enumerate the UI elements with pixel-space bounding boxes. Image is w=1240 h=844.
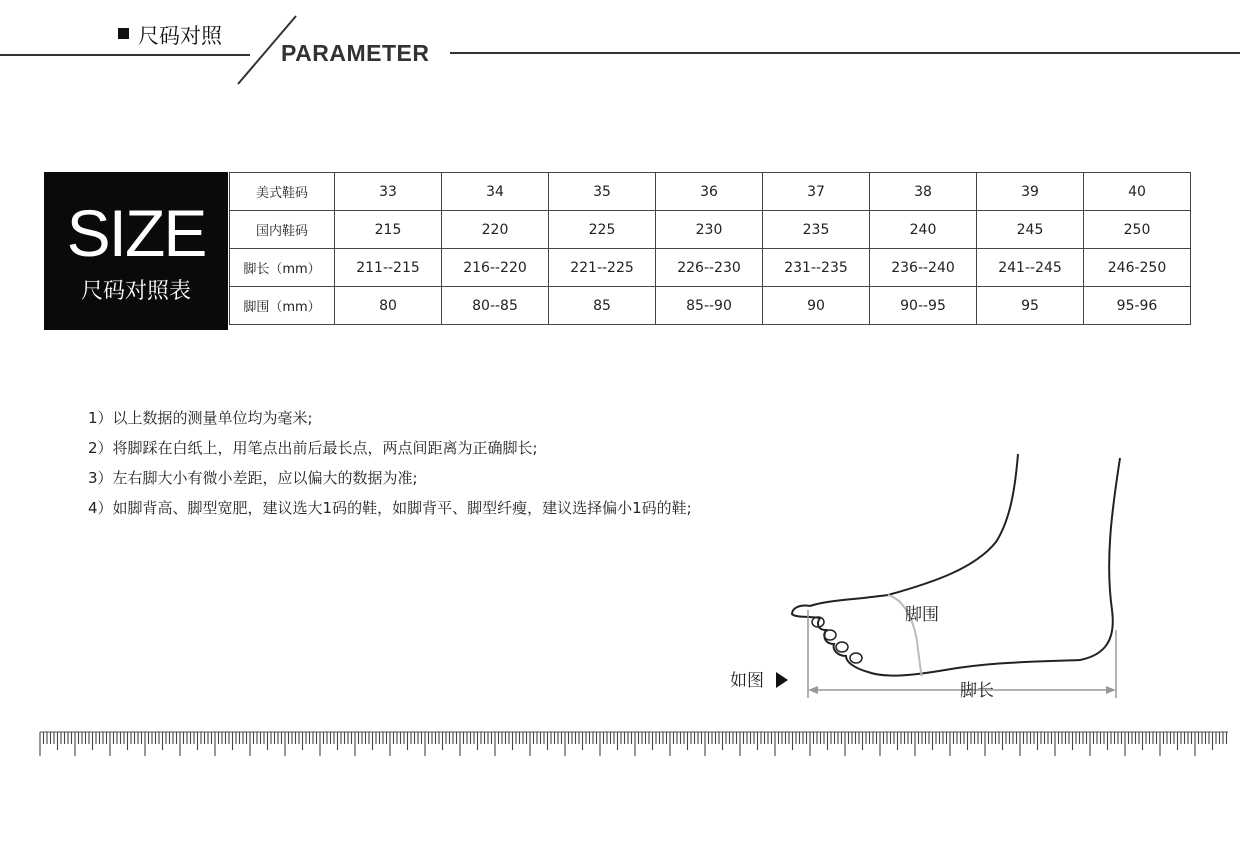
table-cell: 240 — [870, 211, 977, 249]
table-cell: 85 — [549, 287, 656, 325]
table-cell: 215 — [335, 211, 442, 249]
table-cell: 225 — [549, 211, 656, 249]
pointer-label: 如图 — [730, 671, 764, 691]
toe-nail — [824, 630, 836, 640]
table-cell: 211--215 — [335, 249, 442, 287]
table-cell: 37 — [763, 173, 870, 211]
row-label: 脚长（mm） — [230, 249, 335, 287]
pointer-triangle-icon — [776, 672, 788, 688]
table-cell: 38 — [870, 173, 977, 211]
header-rule-right — [450, 52, 1240, 54]
table-cell: 33 — [335, 173, 442, 211]
table-cell: 80--85 — [442, 287, 549, 325]
note-item: 3）左右脚大小有微小差距，应以偏大的数据为准; — [88, 469, 418, 487]
note-item: 4）如脚背高、脚型宽肥，建议选大1码的鞋，如脚背平、脚型纤瘦，建议选择偏小1码的鞋; — [88, 499, 692, 517]
table-cell: 226--230 — [656, 249, 763, 287]
girth-label: 脚围 — [905, 605, 939, 625]
toe-outline — [792, 605, 868, 672]
ruler — [36, 728, 1232, 758]
table-cell: 245 — [977, 211, 1084, 249]
size-word: SIZE — [66, 196, 206, 270]
note-item: 1）以上数据的测量单位均为毫米; — [88, 409, 313, 427]
foot-outline-back — [868, 458, 1120, 676]
table-cell: 90--95 — [870, 287, 977, 325]
size-subtitle: 尺码对照表 — [80, 279, 191, 304]
table-row — [230, 211, 1191, 249]
table-cell: 216--220 — [442, 249, 549, 287]
foot-outline-front — [810, 454, 1018, 606]
arrow-right-icon — [1106, 686, 1116, 694]
toe-nail — [836, 642, 848, 652]
note-item: 2）将脚踩在白纸上，用笔点出前后最长点，两点间距离为正确脚长; — [88, 439, 538, 457]
title-bullet-icon — [118, 28, 129, 39]
foot-diagram — [720, 450, 1140, 710]
table-cell: 85--90 — [656, 287, 763, 325]
table-cell: 40 — [1084, 173, 1191, 211]
table-cell: 231--235 — [763, 249, 870, 287]
table-cell: 241--245 — [977, 249, 1084, 287]
arrow-left-icon — [808, 686, 818, 694]
table-cell: 95 — [977, 287, 1084, 325]
table-cell: 35 — [549, 173, 656, 211]
table-cell: 34 — [442, 173, 549, 211]
table-cell: 220 — [442, 211, 549, 249]
table-cell: 250 — [1084, 211, 1191, 249]
length-label: 脚长 — [960, 681, 994, 701]
header-title-cn: 尺码对照 — [138, 24, 222, 48]
row-label: 国内鞋码 — [230, 211, 335, 249]
table-cell: 221--225 — [549, 249, 656, 287]
header-title-en: PARAMETER — [281, 40, 430, 66]
table-cell: 230 — [656, 211, 763, 249]
table-row — [230, 287, 1191, 325]
row-label: 脚围（mm） — [230, 287, 335, 325]
header-rule-left — [0, 54, 250, 56]
measurement-notes — [88, 403, 692, 523]
size-label-block — [44, 172, 228, 330]
table-cell: 236--240 — [870, 249, 977, 287]
table-cell: 80 — [335, 287, 442, 325]
toe-nail — [850, 653, 862, 663]
table-cell: 235 — [763, 211, 870, 249]
table-cell: 95-96 — [1084, 287, 1191, 325]
row-label: 美式鞋码 — [230, 173, 335, 211]
table-row — [230, 173, 1191, 211]
size-table — [229, 172, 1191, 325]
table-cell: 90 — [763, 287, 870, 325]
table-cell: 36 — [656, 173, 763, 211]
table-cell: 39 — [977, 173, 1084, 211]
table-cell: 246-250 — [1084, 249, 1191, 287]
table-row — [230, 249, 1191, 287]
